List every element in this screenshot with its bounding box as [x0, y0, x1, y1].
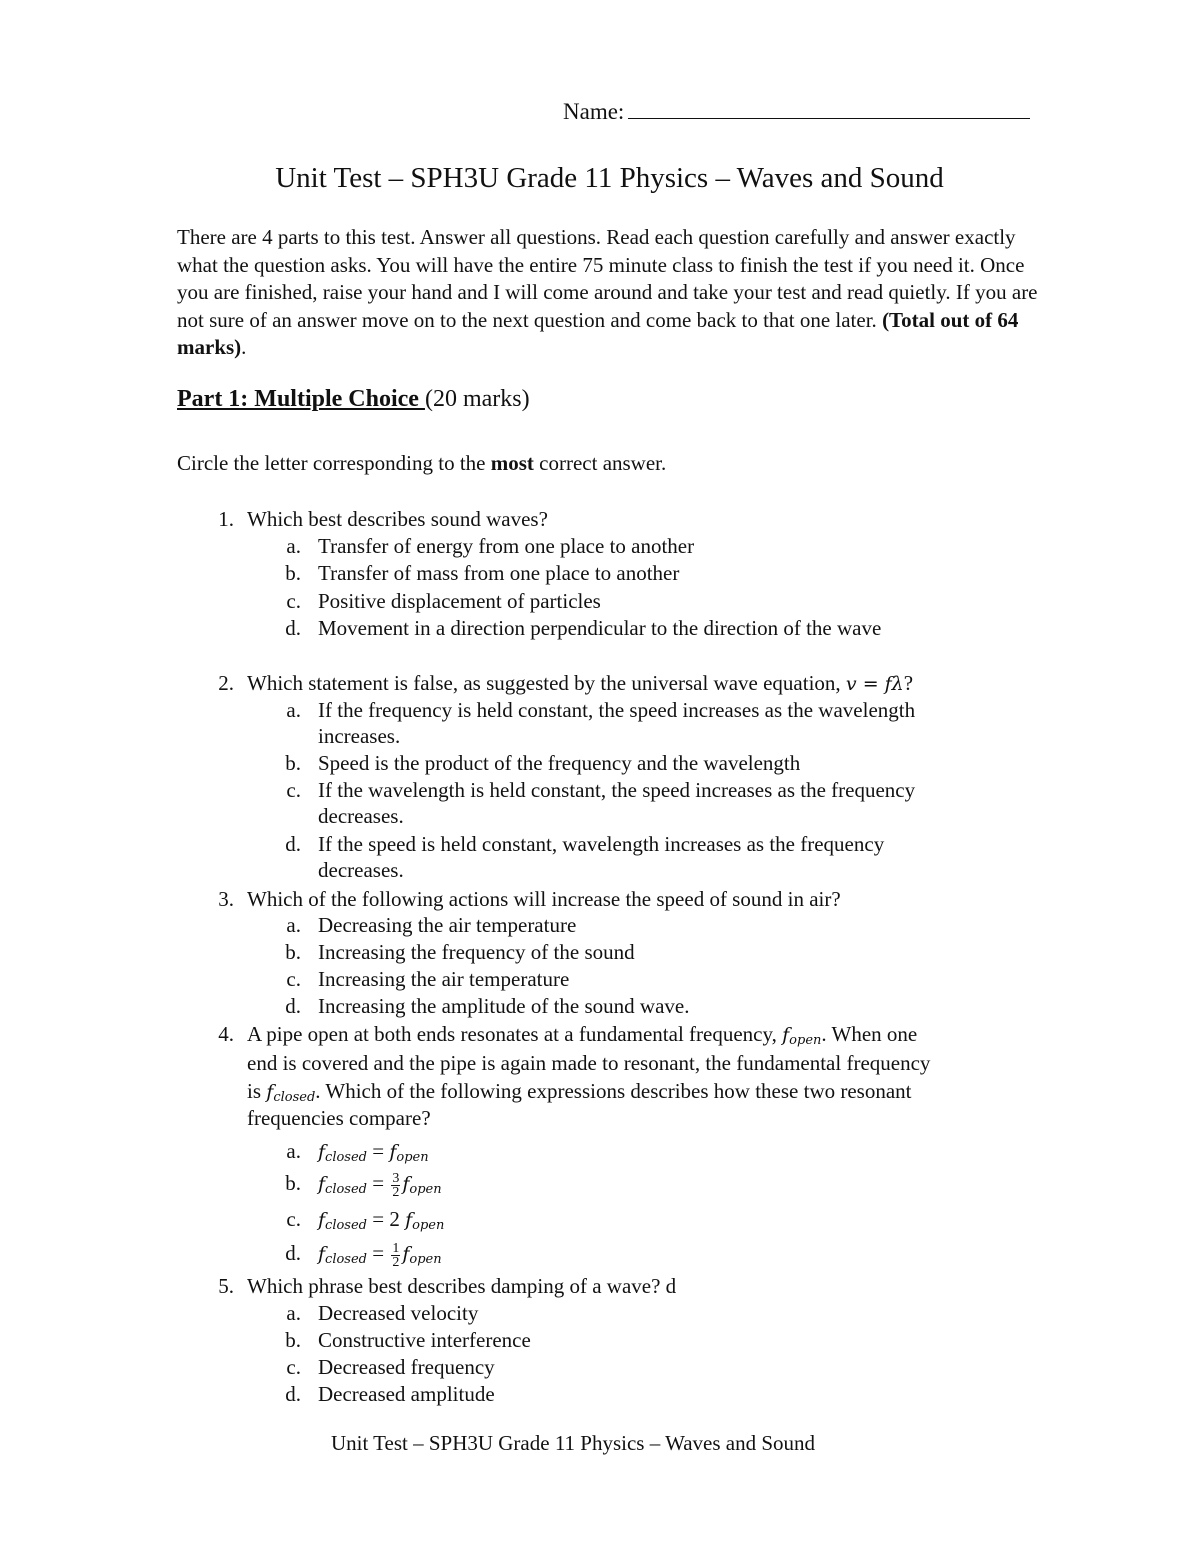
open-subscript: open	[412, 1218, 445, 1233]
f-symbol: f	[402, 1243, 410, 1265]
question-number: 1.	[218, 507, 234, 531]
option-letter[interactable]: b.	[285, 751, 301, 775]
denominator: 2	[392, 1184, 400, 1200]
fraction	[391, 1172, 400, 1199]
question-text-line3: is	[247, 1079, 267, 1103]
f-symbol: f	[782, 1024, 790, 1046]
question-text-line1: A pipe open at both ends resonates at a fundamental frequency,	[247, 1022, 783, 1046]
question-text-line1-after: . When one	[821, 1022, 918, 1046]
option-text: Transfer of mass from one place to another	[318, 561, 680, 585]
option-text-cont: decreases.	[318, 804, 404, 828]
option-text: Constructive interference	[318, 1328, 531, 1352]
instruction-before: Circle the letter corresponding to the	[177, 451, 491, 475]
option-text: Increasing the amplitude of the sound wave.	[318, 994, 690, 1018]
instruction-line	[177, 451, 666, 476]
option-text: Speed is the product of the frequency and the wavelength	[318, 751, 801, 775]
option-letter[interactable]: b.	[285, 561, 301, 585]
part1-heading	[177, 386, 530, 413]
option-text-cont: increases.	[318, 724, 401, 748]
option-letter[interactable]: c.	[286, 589, 301, 613]
question-text	[247, 670, 913, 698]
expression: = 2	[372, 1207, 406, 1231]
question-number: 3.	[218, 887, 234, 911]
option-letter[interactable]: c.	[286, 1207, 301, 1231]
expression: =	[372, 1241, 390, 1265]
f-symbol: f	[318, 1173, 326, 1195]
closed-subscript: closed	[273, 1090, 316, 1105]
question-text: Which phrase best describes damping of a wave? d	[247, 1274, 677, 1298]
expression: =	[372, 1139, 390, 1163]
question-text: Which of the following actions will increase the speed of sound in air?	[247, 887, 841, 911]
instruction-bold: most	[490, 451, 534, 475]
closed-subscript: closed	[325, 1252, 367, 1267]
option-letter[interactable]: c.	[286, 967, 301, 991]
closed-subscript: closed	[325, 1150, 367, 1165]
question-number: 4.	[218, 1022, 234, 1046]
part1-title: Part 1: Multiple Choice	[177, 386, 425, 412]
option-text: Decreased frequency	[318, 1355, 495, 1379]
intro-paragraph	[177, 224, 1057, 362]
option-text: Increasing the frequency of the sound	[318, 940, 635, 964]
question-mark: ?	[903, 671, 914, 695]
option-letter[interactable]: c.	[286, 1355, 301, 1379]
f-symbol: f	[318, 1209, 326, 1231]
option-text: Decreased velocity	[318, 1301, 479, 1325]
option-text: Increasing the air temperature	[318, 967, 570, 991]
intro-trailing: .	[241, 335, 247, 359]
option-letter[interactable]: d.	[285, 832, 301, 856]
option-text: Transfer of energy from one place to another	[318, 534, 695, 558]
open-subscript: open	[396, 1150, 429, 1165]
option-text: Movement in a direction perpendicular to the direction of the wave	[318, 616, 882, 640]
name-label: Name:	[563, 99, 625, 124]
option-text: Decreasing the air temperature	[318, 913, 577, 937]
option-letter[interactable]: d.	[285, 994, 301, 1018]
question-number: 2.	[218, 671, 234, 695]
fraction	[391, 1242, 400, 1269]
option-letter[interactable]: d.	[285, 1382, 301, 1406]
question-number: 5.	[218, 1274, 234, 1298]
f-symbol: f	[405, 1209, 413, 1231]
intro-text: There are 4 parts to this test. Answer all questions. Read each question carefully and answer exactly what the question asks. You will have the entire 75 minute class to finish the test if you need it. Once you are finished, raise your hand and I will come around and take your test and read quietly. If you are not sure of an answer move on to the next question and come back to that one later.	[177, 225, 1038, 332]
option-letter[interactable]: a.	[286, 913, 301, 937]
option-letter[interactable]: a.	[286, 534, 301, 558]
open-subscript: open	[409, 1252, 442, 1267]
name-field[interactable]	[563, 98, 1030, 125]
option-text: Decreased amplitude	[318, 1382, 495, 1406]
closed-subscript: closed	[325, 1218, 367, 1233]
question-text-line3-after: . Which of the following expressions describes how these two resonant	[315, 1079, 912, 1103]
question-text-line4: frequencies compare?	[247, 1106, 431, 1130]
page-footer: Unit Test – SPH3U Grade 11 Physics – Waves and Sound	[330, 1431, 816, 1455]
option-text: If the frequency is held constant, the speed increases as the wavelength	[318, 698, 916, 722]
question-text: Which best describes sound waves?	[247, 507, 548, 531]
numerator: 1	[392, 1240, 400, 1256]
option-text-cont: decreases.	[318, 858, 404, 882]
denominator: 2	[392, 1254, 400, 1270]
option-letter[interactable]: c.	[286, 778, 301, 802]
f-symbol: f	[266, 1081, 274, 1103]
question-text-main: Which statement is false, as suggested by the universal wave equation,	[247, 671, 846, 695]
part1-marks: (20 marks)	[424, 386, 530, 412]
option-text: Positive displacement of particles	[318, 589, 601, 613]
numerator: 3	[392, 1170, 400, 1186]
f-symbol: f	[402, 1173, 410, 1195]
option-letter[interactable]: b.	[285, 1171, 301, 1195]
option-letter[interactable]: a.	[286, 1139, 301, 1163]
option-text: If the wavelength is held constant, the speed increases as the frequency	[318, 778, 916, 802]
open-subscript: open	[789, 1033, 822, 1048]
intro-total-marks: (Total out of 64 marks)	[177, 307, 1019, 359]
option-letter[interactable]: d.	[285, 1241, 301, 1265]
closed-subscript: closed	[325, 1182, 367, 1197]
name-blank-line[interactable]	[628, 98, 1030, 119]
question-text-line2: end is covered and the pipe is again made to resonant, the fundamental frequency	[247, 1051, 931, 1075]
page-title: Unit Test – SPH3U Grade 11 Physics – Waves and Sound	[275, 162, 944, 194]
option-letter[interactable]: a.	[286, 698, 301, 722]
instruction-after: correct answer.	[533, 451, 667, 475]
f-symbol: f	[318, 1243, 326, 1265]
f-symbol: f	[389, 1141, 397, 1163]
f-symbol: f	[318, 1141, 326, 1163]
option-letter[interactable]: a.	[286, 1301, 301, 1325]
option-letter[interactable]: d.	[285, 616, 301, 640]
wave-equation: v = fλ	[845, 673, 904, 695]
option-letter[interactable]: b.	[285, 1328, 301, 1352]
option-letter[interactable]: b.	[285, 940, 301, 964]
option-text: If the speed is held constant, wavelength increases as the frequency	[318, 832, 885, 856]
open-subscript: open	[409, 1182, 442, 1197]
expression: =	[372, 1171, 390, 1195]
